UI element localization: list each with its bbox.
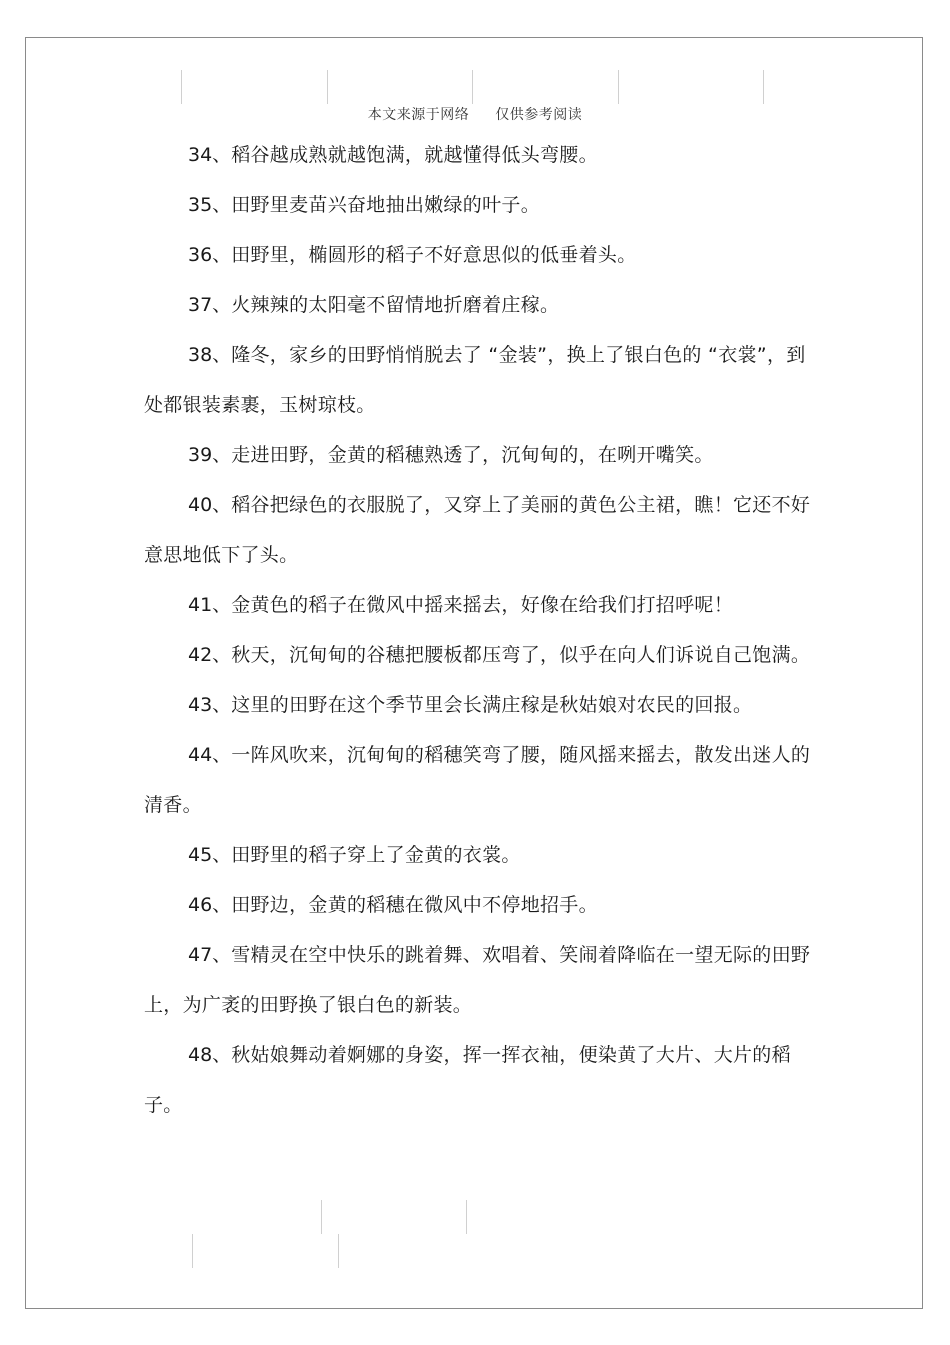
item-text: 秋姑娘舞动着婀娜的身姿，挥一挥衣袖，便染黄了大片、大片的稻子。 [144,1044,791,1116]
list-item [144,930,814,1030]
footer-divider-1 [321,1200,322,1234]
source-note [0,104,950,124]
list-item [144,280,814,330]
list-item [144,130,814,180]
list-item [144,330,814,430]
item-number: 44、 [188,744,232,766]
item-text: 稻谷越成熟就越饱满，就越懂得低头弯腰。 [231,144,598,166]
source-note-right: 仅供参考阅读 [495,107,583,123]
header-divider-3 [472,70,473,104]
list-item [144,830,814,880]
item-text: 田野里，椭圆形的稻子不好意思似的低垂着头。 [231,244,637,266]
item-number: 36、 [188,244,232,266]
item-text: 火辣辣的太阳毫不留情地折磨着庄稼。 [231,294,560,316]
list-item [144,230,814,280]
sentence-list [144,130,814,1130]
item-text: 田野边，金黄的稻穗在微风中不停地招手。 [231,894,598,916]
list-item [144,430,814,480]
item-number: 42、 [188,644,232,666]
item-number: 41、 [188,594,232,616]
list-item [144,880,814,930]
item-text: 田野里麦苗兴奋地抽出嫩绿的叶子。 [231,194,540,216]
item-number: 45、 [188,844,232,866]
header-divider-5 [763,70,764,104]
list-item [144,480,814,580]
item-text: 雪精灵在空中快乐的跳着舞、欢唱着、笑闹着降临在一望无际的田野上，为广袤的田野换了银白色的新装。 [144,944,811,1016]
item-number: 40、 [188,494,232,516]
item-number: 43、 [188,694,232,716]
footer-divider-2 [466,1200,467,1234]
source-note-left: 本文来源于网络 [367,107,470,123]
item-text: 一阵风吹来，沉甸甸的稻穗笑弯了腰，随风摇来摇去，散发出迷人的清香。 [144,744,811,816]
list-item [144,1030,814,1130]
item-number: 38、 [188,344,232,366]
list-item [144,680,814,730]
item-text: 隆冬，家乡的田野悄悄脱去了 “金装”，换上了银白色的 “衣裳”，到处都银装素裹，玉树琼枝。 [144,344,806,416]
item-number: 48、 [188,1044,232,1066]
list-item [144,180,814,230]
header-divider-1 [181,70,182,104]
header-divider-2 [327,70,328,104]
item-number: 47、 [188,944,232,966]
item-text: 秋天，沉甸甸的谷穗把腰板都压弯了，似乎在向人们诉说自己饱满。 [231,644,811,666]
item-number: 37、 [188,294,232,316]
item-number: 35、 [188,194,232,216]
list-item [144,730,814,830]
list-item [144,630,814,680]
item-number: 46、 [188,894,232,916]
footer-divider-3 [192,1234,193,1268]
item-text: 田野里的稻子穿上了金黄的衣裳。 [231,844,521,866]
footer-divider-4 [338,1234,339,1268]
item-number: 34、 [188,144,232,166]
item-text: 这里的田野在这个季节里会长满庄稼是秋姑娘对农民的回报。 [231,694,753,716]
list-item [144,580,814,630]
item-text: 走进田野，金黄的稻穗熟透了，沉甸甸的，在咧开嘴笑。 [231,444,714,466]
item-text: 金黄色的稻子在微风中摇来摇去，好像在给我们打招呼呢！ [231,594,733,616]
item-text: 稻谷把绿色的衣服脱了，又穿上了美丽的黄色公主裙，瞧！它还不好意思地低下了头。 [144,494,811,566]
item-number: 39、 [188,444,232,466]
header-divider-4 [618,70,619,104]
